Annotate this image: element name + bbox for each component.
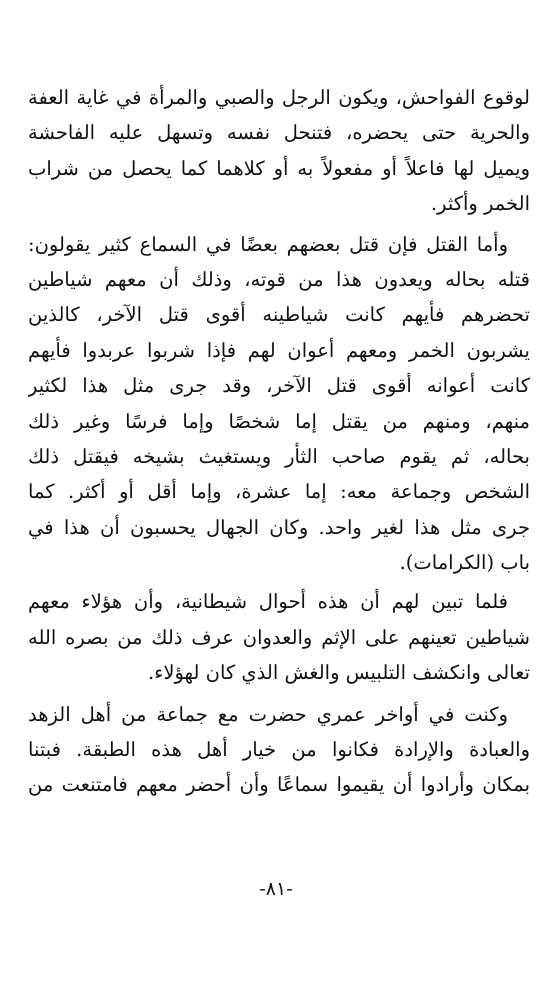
text-line: والعبادة والإرادة فكانوا من خيار أهل هذه الطبقة. فبتنا (28, 738, 530, 762)
text-line: وكنت في أواخر عمري حضرت مع جماعة من أهل الزهد (28, 702, 508, 726)
text-line: كانت أعوانه أقوى قتل الآخر، وقد جرى مثل هذا لكثير (28, 374, 530, 398)
text-line: قتله بحاله ويعدون هذا من قوته، وذلك أن معهم شياطين (28, 267, 530, 291)
text-line: فلما تبين لهم أن هذه أحوال شيطانية، وأن هؤلاء معهم (28, 590, 508, 614)
text-line: بمكان وأرادوا أن يقيموا سماعًا وأن أحضر معهم فامتنعت من (28, 773, 530, 797)
text-line: باب (الكرامات). (399, 551, 530, 575)
text-line: بحاله، ثم يقوم صاحب الثأر ويستغيث بشيخه فيقتل ذلك (28, 444, 530, 468)
paragraph-4 (28, 697, 530, 803)
text-line: الخمر وأكثر. (430, 192, 530, 216)
text-line: تعالى وانكشف التلبيس والغش الذي كان لهؤلاء. (147, 661, 530, 685)
paragraph-2 (28, 227, 530, 581)
text-line: لوقوع الفواحش، ويكون الرجل والصبي والمرأة في غاية العفة (28, 86, 530, 109)
page-body (28, 80, 530, 803)
text-line: وأما القتل فإن قتل بعضهم بعضًا في السماع كثير يقولون: (28, 232, 508, 256)
page-number: -٨١- (259, 878, 293, 900)
text-line: يشربون الخمر ومعهم أعوان لهم فإذا شربوا عربدوا فأيهم (28, 338, 530, 362)
text-line: والحرية حتى يحضره، فتنحل نفسه وتسهل عليه الفاحشة (28, 121, 530, 145)
text-line: تحضرهم فأيهم كانت شياطينه أقوى قتل الآخر، كالذين (28, 303, 530, 327)
text-line: الشخص وجماعة معه: إما عشرة، وإما أقل أو أكثر. كما (28, 480, 530, 504)
paragraph-3 (28, 584, 530, 690)
text-line: شياطين تعينهم على الإثم والعدوان عرف ذلك من بصره الله (28, 625, 530, 649)
text-line: ويميل لها فاعلاً أو مفعولاً به أو كلاهما كما يحصل من شراب (28, 156, 530, 180)
text-line: منهم، ومنهم من يقتل إما شخصًا وإما فرسًا وغير ذلك (28, 409, 530, 433)
paragraph-1 (28, 80, 530, 222)
text-line: جرى مثل هذا لغير واحد. وكان الجهال يحسبون أن هذا في (28, 515, 530, 539)
